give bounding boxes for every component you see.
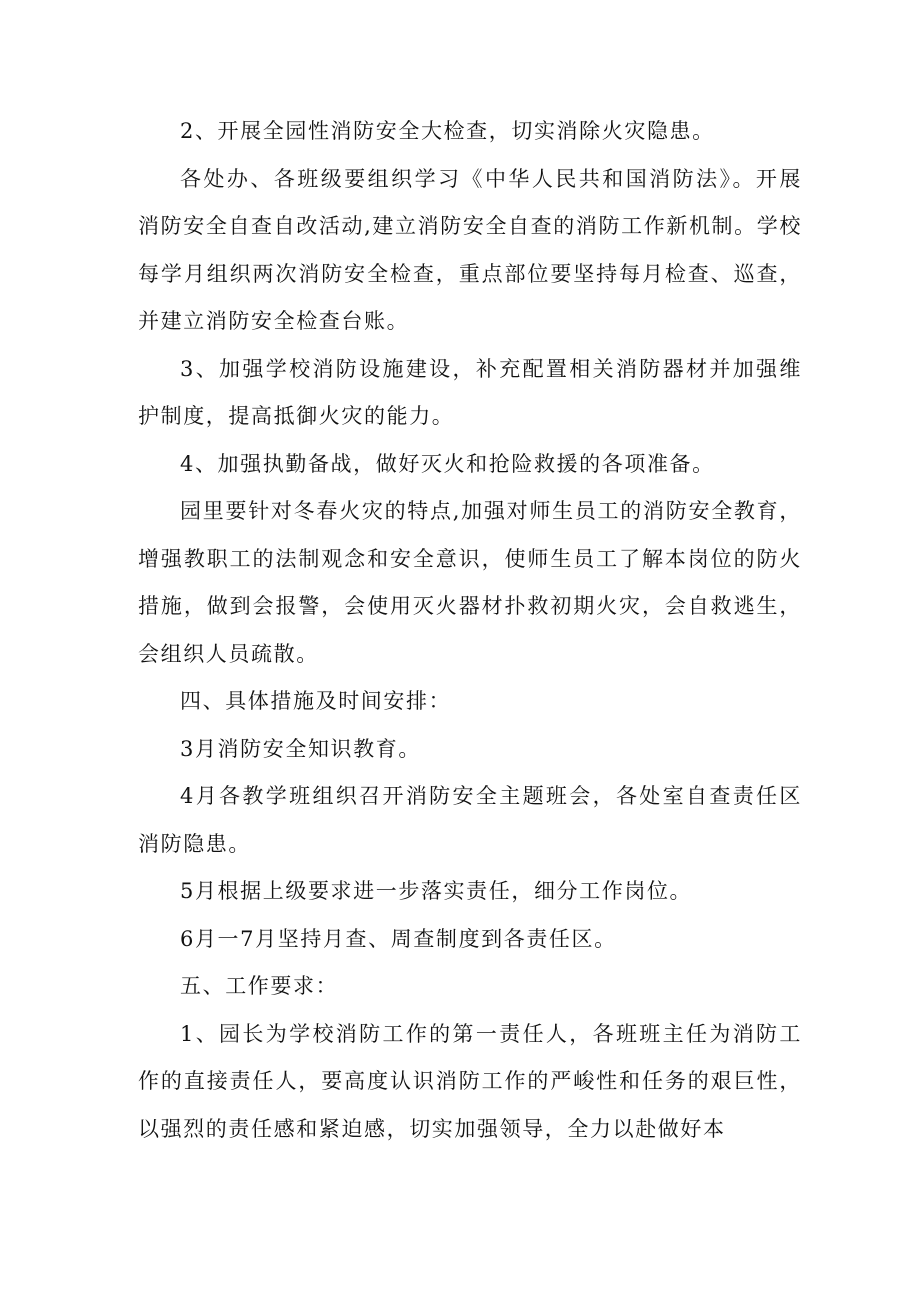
section-heading-measures: 四、具体措施及时间安排： (180, 689, 452, 713)
schedule-april: 4月各教学班组织召开消防安全主题班会，各处室自查责任区消防隐患。 (138, 784, 802, 856)
paragraph-duty-readiness: 4、加强执勤备战，做好灭火和抢险救援的各项准备。 (180, 451, 715, 476)
paragraph-study-fire-law: 各处办、各班级要组织学习《中华人民共和国消防法》。开展消防安全自查自改活动,建立消防安全自查的消防工作新机制。学校每学月组织两次消防安全检查，重点部位要坚持每月检查、巡查，并建立消防安全检查台账。 (138, 166, 802, 333)
paragraph-safety-education: 园里要针对冬春火灾的特点,加强对师生员工的消防安全教育，增强教职工的法制观念和安全意识，使师生员工了解本岗位的防火措施，做到会报警，会使用灭火器材扑救初期火灾，会自救逃生，会组织人员疏散。 (138, 499, 802, 666)
paragraph-responsibility: 1、园长为学校消防工作的第一责任人，各班班主任为消防工作的直接责任人，要高度认识消防工作的严峻性和任务的艰巨性，以强烈的责任感和紧迫感，切实加强领导，全力以赴做好本 (138, 1021, 802, 1141)
paragraph-fire-inspection: 2、开展全园性消防安全大检查，切实消除火灾隐患。 (180, 119, 715, 143)
schedule-june-july: 6月一7月坚持月查、周查制度到各责任区。 (180, 926, 617, 951)
schedule-may: 5月根据上级要求进一步落实责任，细分工作岗位。 (180, 879, 693, 903)
schedule-march: 3月消防安全知识教育。 (180, 736, 421, 761)
paragraph-facilities: 3、加强学校消防设施建设，补充配置相关消防器材并加强维护制度，提高抵御火灾的能力。 (138, 356, 802, 428)
section-heading-requirements: 五、工作要求： (180, 974, 339, 998)
